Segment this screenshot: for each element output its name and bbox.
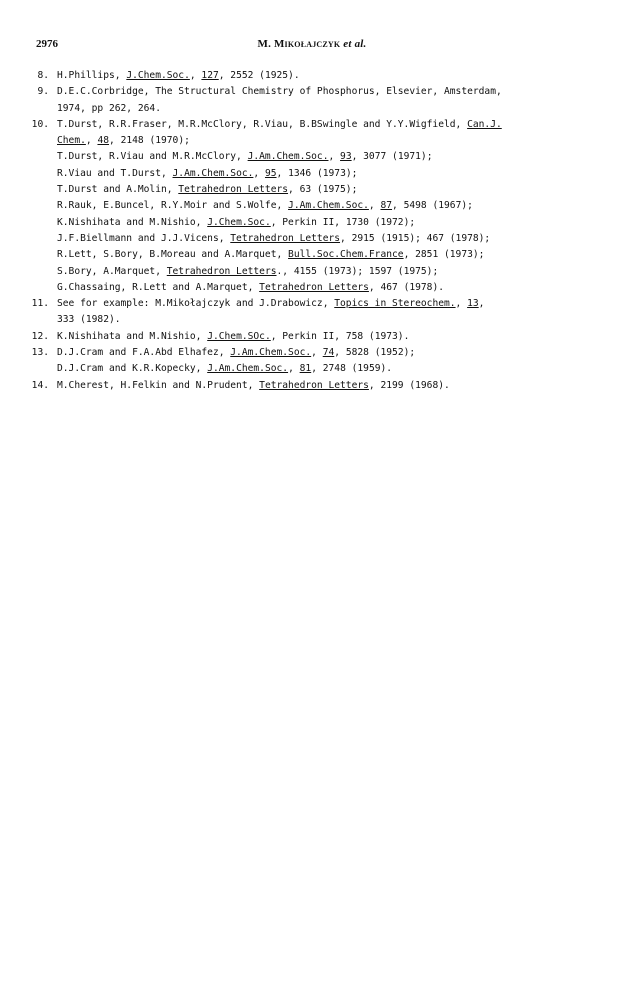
reference-item — [22, 84, 602, 117]
citation-text: D.J.Cram and F.A.Abd Elhafez, — [57, 347, 231, 359]
reference-number: 11. — [31, 298, 49, 310]
underlined-citation: J.Chem.Soc. — [126, 70, 190, 81]
citation-text: , — [478, 298, 485, 310]
reference-item — [22, 117, 602, 296]
underlined-citation: Tetrahedron Letters — [178, 184, 289, 196]
citation-text: 1974, pp 262, 264. — [57, 102, 161, 114]
citation-text: T.Durst and A.Molin, — [57, 184, 179, 196]
reference-line — [57, 215, 602, 231]
reference-line — [57, 166, 602, 182]
citation-text: 333 (1982). — [57, 314, 121, 326]
underlined-citation: 95 — [264, 167, 277, 179]
citation-text: , 1346 (1973); — [276, 167, 358, 179]
underlined-citation: Tetrahedron Letters — [166, 265, 277, 277]
reference-line — [57, 361, 602, 377]
reference-line — [57, 198, 602, 214]
underlined-citation: 127 — [201, 70, 219, 81]
citation-text: D.E.C.Corbridge, The Structural Chemistry of Phosphorus, Elsevier, Amsterdam, — [57, 86, 502, 98]
reference-line — [57, 296, 602, 312]
underlined-citation: Bull.Soc.Chem.France — [288, 249, 404, 261]
reference-line — [57, 280, 602, 296]
reference-line — [57, 345, 602, 361]
reference-number: 8. — [37, 70, 49, 81]
underlined-citation: 48 — [97, 135, 110, 147]
citation-text: ., 4155 (1973); 1597 (1975); — [276, 265, 439, 277]
underlined-citation: 13 — [467, 298, 479, 310]
reference-item — [22, 68, 602, 84]
underlined-citation: Tetrahedron Letters — [259, 379, 369, 391]
reference-line — [57, 329, 602, 345]
reference-item — [22, 345, 602, 378]
reference-line — [57, 264, 602, 280]
reference-text — [57, 84, 602, 117]
underlined-citation: 81 — [299, 363, 312, 375]
citation-text: , 5498 (1967); — [392, 200, 473, 212]
reference-line — [57, 84, 602, 100]
citation-text: G.Chassaing, R.Lett and A.Marquet, — [57, 281, 260, 293]
citation-text: , — [288, 363, 300, 375]
underlined-citation: J.Am.Chem.Soc. — [230, 347, 312, 359]
underlined-citation: Tetrahedron Letters — [259, 281, 369, 293]
reference-text — [57, 345, 602, 378]
page-number: 2976 — [36, 38, 58, 50]
underlined-citation: J.Am.Chem.Soc. — [207, 363, 289, 375]
reference-line — [57, 133, 602, 149]
citation-text: , 2915 (1915); 467 (1978); — [340, 232, 491, 244]
citation-text: T.Durst, R.Viau and M.R.McClory, — [57, 151, 248, 163]
reference-text — [57, 296, 602, 329]
citation-text: T.Durst, R.R.Fraser, M.R.McClory, R.Viau, B.BSwingle and Y.Y.Wigfield, — [57, 118, 468, 130]
reference-list — [22, 68, 602, 394]
reference-line — [57, 117, 602, 133]
citation-text: , 2748 (1959). — [311, 363, 393, 375]
reference-text — [57, 329, 602, 345]
citation-text: , Perkin II, 758 (1973). — [270, 330, 410, 342]
author-suffix: et al. — [340, 38, 367, 50]
reference-line — [57, 231, 602, 247]
reference-number: 12. — [31, 330, 49, 342]
citation-text: R.Lett, S.Bory, B.Moreau and A.Marquet, — [57, 249, 289, 261]
reference-line — [57, 247, 602, 263]
citation-text: , Perkin II, 1730 (1972); — [270, 216, 416, 228]
reference-number: 14. — [31, 379, 49, 391]
reference-number: 10. — [31, 118, 49, 130]
citation-text: K.Nishihata and M.Nishio, — [57, 216, 208, 228]
citation-text: , — [455, 298, 468, 310]
underlined-citation: J.Am.Chem.Soc. — [172, 167, 254, 179]
citation-text: K.Nishihata and M.Nishio, — [57, 330, 208, 342]
reference-line — [57, 182, 602, 198]
reference-number: 13. — [31, 347, 49, 359]
citation-text: , — [311, 347, 323, 359]
reference-line — [57, 378, 602, 394]
reference-item — [22, 329, 602, 345]
citation-text: See for example: M.Mikołajczyk and J.Drabowicz, — [57, 298, 335, 310]
reference-item — [22, 296, 602, 329]
reference-line — [57, 149, 602, 165]
underlined-citation: Tetrahedron Letters — [230, 232, 341, 244]
citation-text: , — [328, 151, 341, 163]
citation-text: , 63 (1975); — [288, 184, 358, 196]
underlined-citation: J.Chem.SOc. — [207, 330, 271, 342]
citation-text: , — [189, 70, 202, 81]
underlined-citation: Can.J. — [467, 118, 502, 130]
reference-line — [57, 312, 602, 328]
citation-text: J.F.Biellmann and J.J.Vicens, — [57, 232, 231, 244]
citation-text: D.J.Cram and K.R.Kopecky, — [57, 363, 208, 375]
reference-text — [57, 117, 602, 296]
underlined-citation: 74 — [322, 347, 335, 359]
reference-item — [22, 378, 602, 394]
underlined-citation: 87 — [380, 200, 393, 212]
citation-text: , — [85, 135, 98, 147]
reference-line — [57, 101, 602, 117]
citation-text: R.Viau and T.Durst, — [57, 167, 173, 179]
reference-text — [57, 378, 602, 394]
underlined-citation: 93 — [340, 151, 352, 163]
reference-text — [57, 68, 602, 84]
underlined-citation: J.Chem.Soc. — [207, 216, 271, 228]
citation-text: H.Phillips, — [57, 70, 127, 81]
citation-text: , — [368, 200, 381, 212]
citation-text: , 2199 (1968). — [368, 379, 450, 391]
citation-text: M.Cherest, H.Felkin and N.Prudent, — [57, 379, 260, 391]
citation-text: , 2851 (1973); — [403, 249, 485, 261]
citation-text: , 2148 (1970); — [109, 135, 190, 147]
running-head — [36, 38, 588, 50]
citation-text: , — [253, 167, 265, 179]
author-prefix: M. — [257, 38, 274, 50]
underlined-citation: Chem. — [57, 135, 86, 147]
citation-text: , 5828 (1952); — [334, 347, 416, 359]
underlined-citation: J.Am.Chem.Soc. — [247, 151, 329, 163]
citation-text: , 467 (1978). — [368, 281, 445, 293]
reference-line — [57, 68, 602, 84]
underlined-citation: Topics in Stereochem. — [334, 298, 456, 310]
underlined-citation: J.Am.Chem.Soc. — [288, 200, 369, 212]
author-name: Mikołajczyk — [273, 38, 341, 50]
reference-number: 9. — [37, 86, 49, 98]
citation-text: , 2552 (1925). — [218, 70, 300, 81]
citation-text: S.Bory, A.Marquet, — [57, 265, 167, 277]
citation-text: R.Rauk, E.Buncel, R.Y.Moir and S.Wolfe, — [57, 200, 289, 212]
page-header — [36, 38, 588, 54]
citation-text: , 3077 (1971); — [351, 151, 433, 163]
